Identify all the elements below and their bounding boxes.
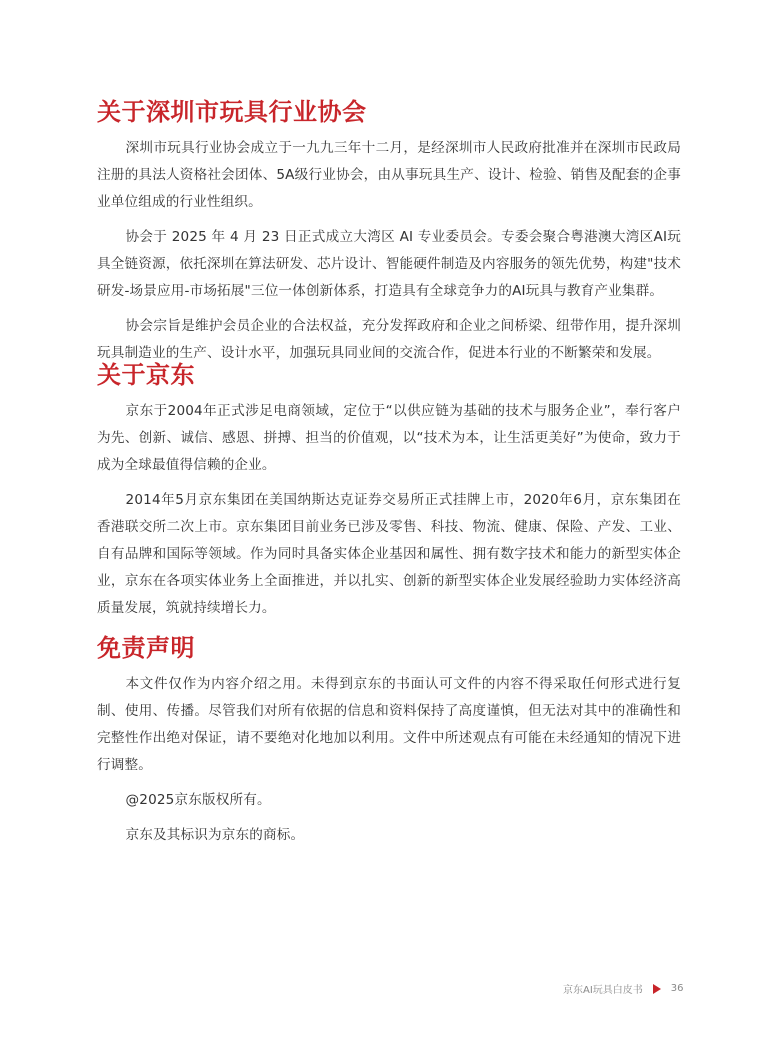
paragraph: 2014年5月京东集团在美国纳斯达克证券交易所正式挂牌上市，2020年6月，京东集团在 香港联交所二次上市。京东集团目前业务已涉及零售、科技、物流、健康、保险、产发、工业、自有品牌和国际等领域。作为同时具备实体企业基因和属性、拥有数字技术和能力的新型实体企业，京东在各项实体业务上全面推进，并以扎实、创新的新型实体企业发展经验助力实体经济高质量发展，筑就持续增长力。 xyxy=(97,492,695,616)
paragraph: 本文件仅作为内容介绍之用。未得到京东的书面认可文件的内容不得采取任何形式进行复制、使用、传播。尽管我们对所有依据的信息和资料保持了高度谨慎，但无法对其中的准确性和完整性作出绝对保证，请不要绝对化地加以利用。文件中所述观点有可能在未经通知的情况下进行调整。 xyxy=(97,676,681,773)
section-jd xyxy=(97,358,695,630)
paragraph: 协会于 2025 年 4 月 23 日正式成立大湾区 AI 专业委员会。专委会聚合粤港澳大湾区AI玩具全链资源，依托深圳在算法研发、芯片设计、智能硬件制造及内容服务的领先优势，构建"技术研发-场景应用-市场拓展"三位一体创新体系，打造具有全球竞争力的AI玩具与教育产业集群。 xyxy=(97,229,681,299)
triangle-right-icon xyxy=(653,984,661,994)
trademark-text: 京东及其标识为京东的商标。 xyxy=(125,827,305,843)
section-title: 关于深圳市玩具行业协会 xyxy=(97,98,367,126)
copyright-text: @2025京东版权所有。 xyxy=(125,792,271,808)
section-disclaimer xyxy=(97,631,681,857)
page-footer xyxy=(563,981,684,996)
section-title: 关于京东 xyxy=(97,361,195,389)
footer-doc-title: 京东AI玩具白皮书 xyxy=(563,985,643,996)
page-number: 36 xyxy=(670,983,684,994)
section-title: 免责声明 xyxy=(97,634,195,662)
paragraph: 协会宗旨是维护会员企业的合法权益，充分发挥政府和企业之间桥梁、纽带作用，提升深圳玩具制造业的生产、设计水平，加强玩具同业间的交流合作，促进本行业的不断繁荣和发展。 xyxy=(97,318,681,361)
paragraph: 京东于2004年正式涉足电商领域，定位于“以供应链为基础的技术与服务企业”，奉行客户为先、创新、诚信、感恩、拼搏、担当的价值观，以“技术为本，让生活更美好”为使命，致力于成为全球最值得信赖的企业。 xyxy=(97,403,681,473)
paragraph: 深圳市玩具行业协会成立于一九九三年十二月，是经深圳市人民政府批准并在深圳市民政局注册的具法人资格社会团体、5A级行业协会，由从事玩具生产、设计、检验、销售及配套的企事业单位组成的行业性组织。 xyxy=(97,140,681,210)
section-association xyxy=(97,95,681,375)
